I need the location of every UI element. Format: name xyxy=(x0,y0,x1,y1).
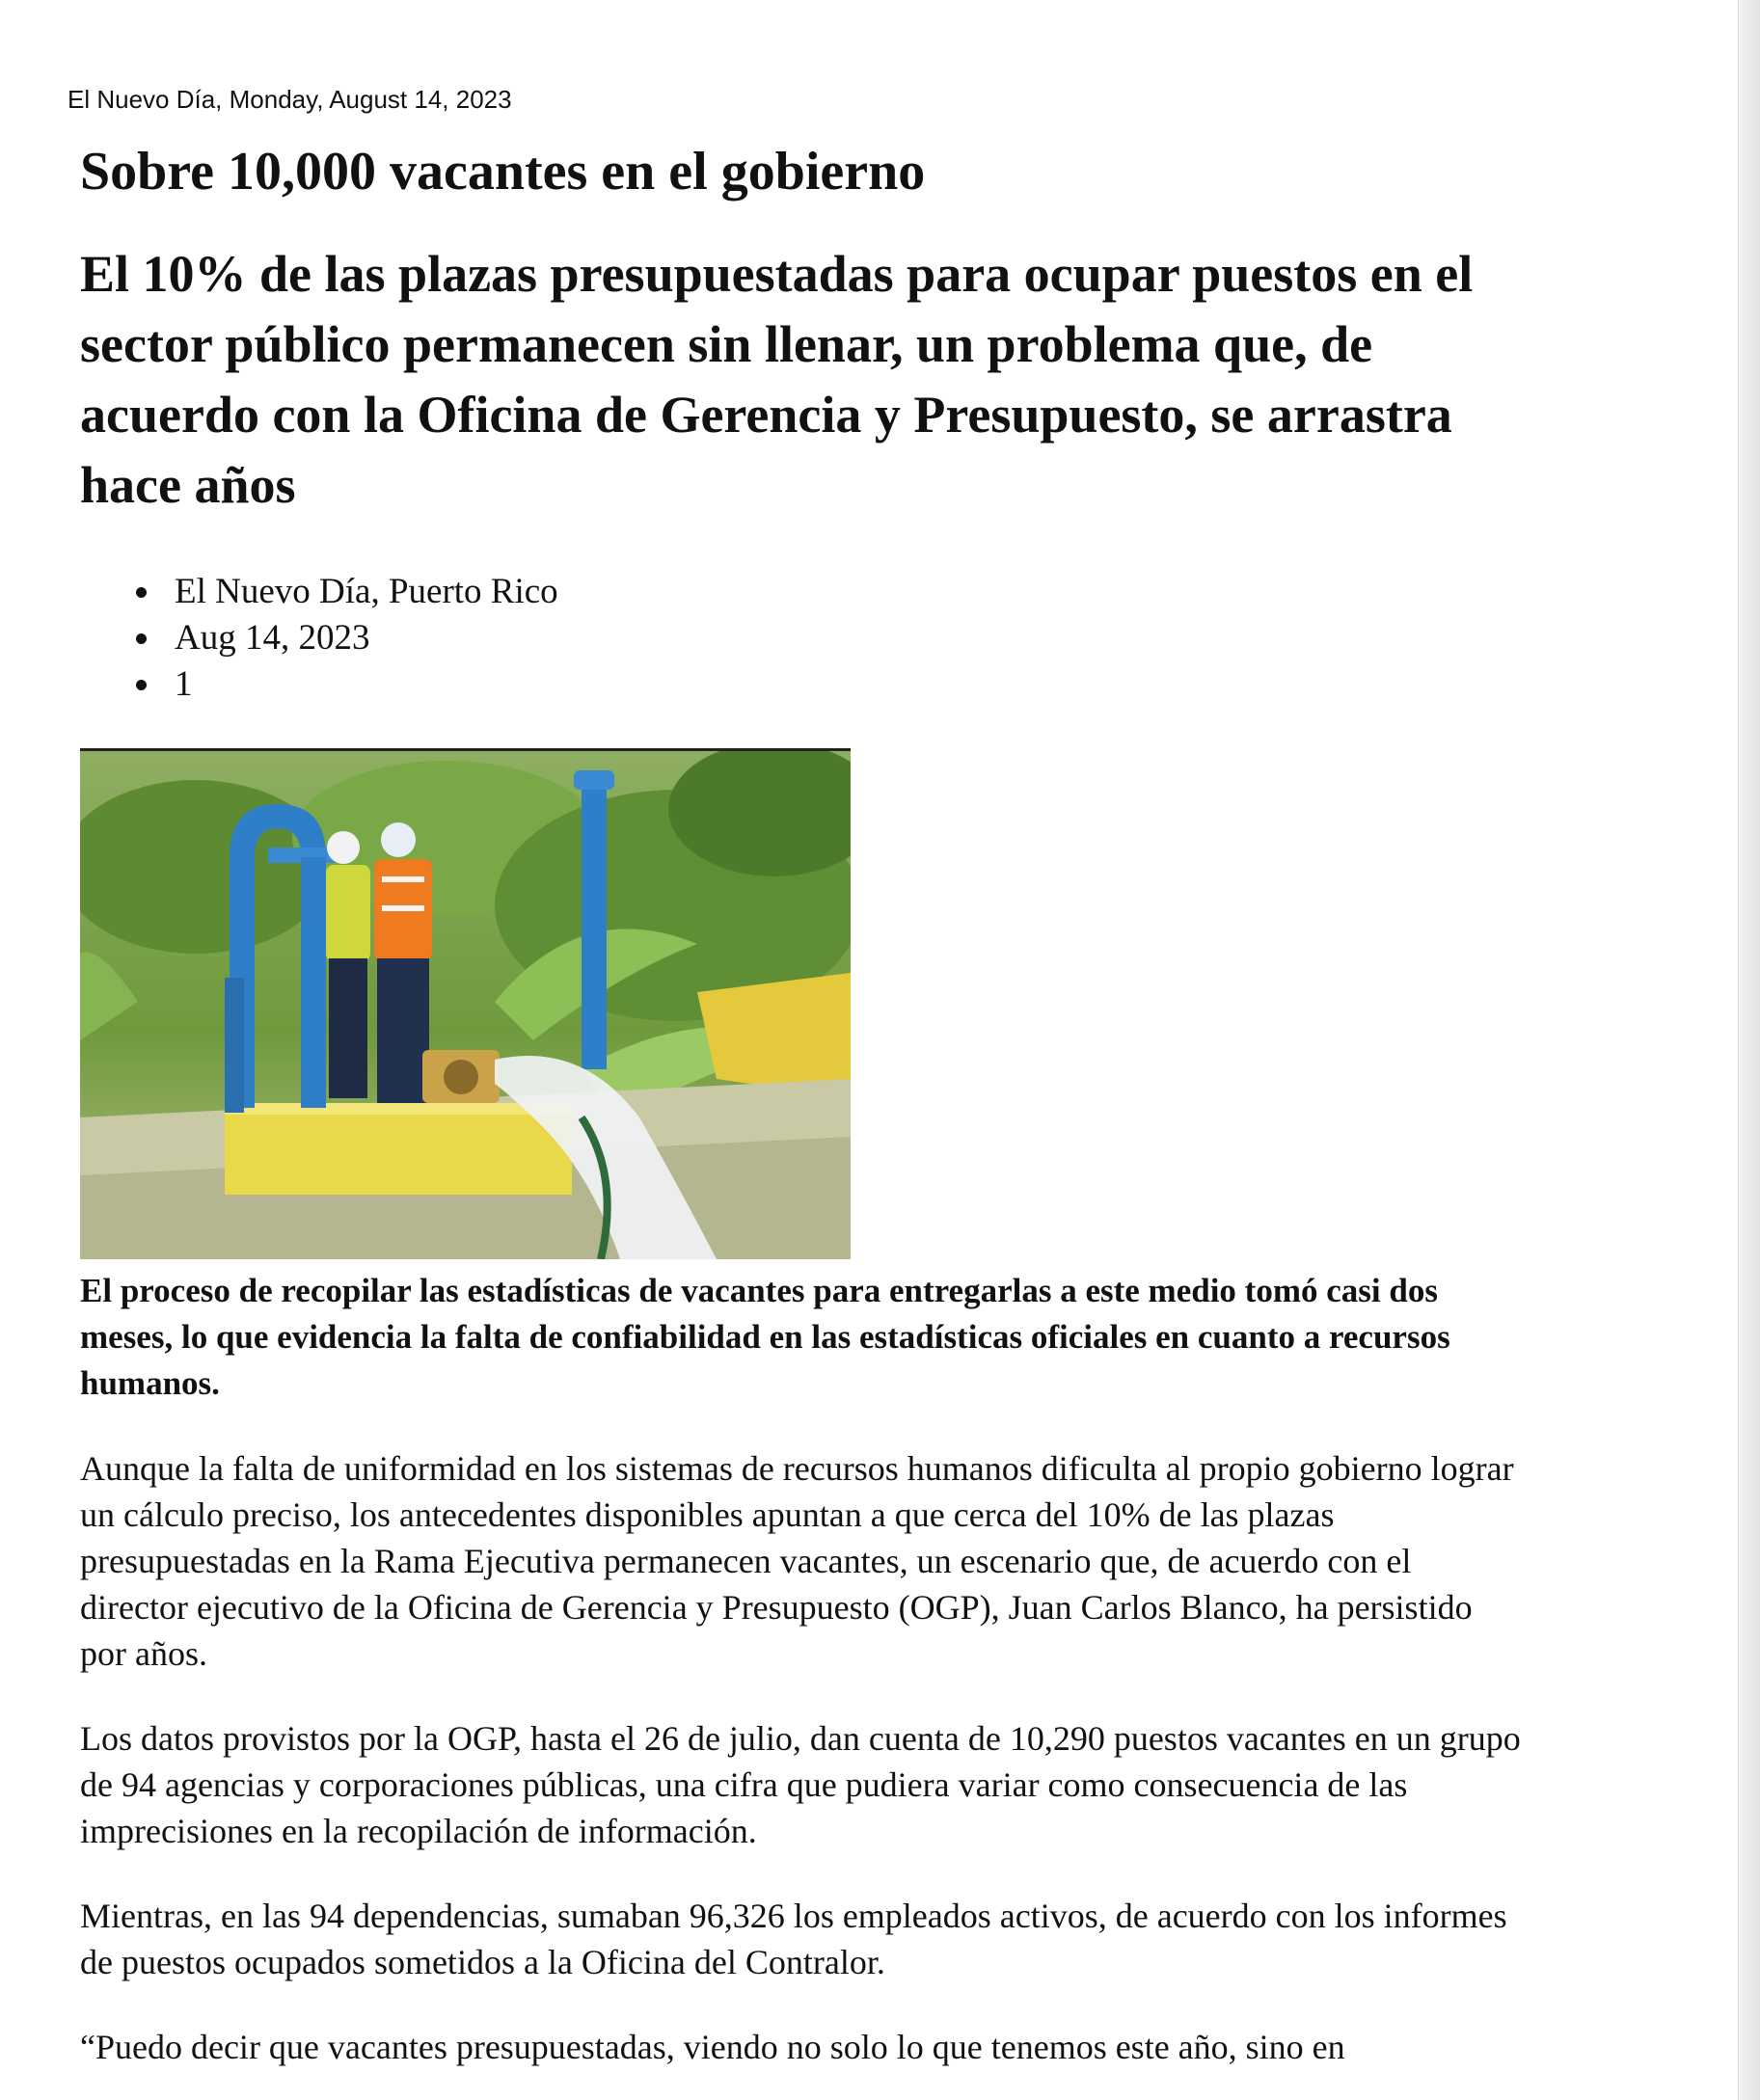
article-paragraph: Aunque la falta de uniformidad en los sistemas de recursos humanos dificulta al propio gobierno lograr un cálculo preciso, los antecedentes disponibles apuntan a que cerca del 10% de las plazas presupuestadas en la Rama Ejecutiva permanecen vacantes, un escenario que, de acuerdo con el director ejecutivo de la Oficina de Gerencia y Presupuesto (OGP), Juan Carlos Blanco, ha persistido por años. xyxy=(80,1449,1514,1673)
article-photo xyxy=(80,748,851,1262)
article xyxy=(80,135,1527,2070)
workers-at-water-pipe-photo xyxy=(80,751,851,1259)
article-lead: El proceso de recopilar las estadísticas de vacantes para entregarlas a este medio tomó casi dos meses, lo que evidencia la falta de confiabilidad en las estadísticas oficiales en cuanto a recursos humanos. xyxy=(80,1272,1450,1402)
article-paragraph: Los datos provistos por la OGP, hasta el 26 de julio, dan cuenta de 10,290 puestos vacantes en un grupo de 94 agencias y corporaciones públicas, una cifra que pudiera variar como consecuencia de las imprecisiones en la recopilación de información. xyxy=(80,1719,1521,1850)
meta-date: Aug 14, 2023 xyxy=(175,615,1527,661)
article-title: Sobre 10,000 vacantes en el gobierno xyxy=(80,142,926,202)
article-meta-list xyxy=(80,569,1527,708)
meta-source: El Nuevo Día, Puerto Rico xyxy=(175,569,1527,615)
article-paragraph: Mientras, en las 94 dependencias, sumaban 96,326 los empleados activos, de acuerdo con los informes de puestos ocupados sometidos a la Oficina del Contralor. xyxy=(80,1897,1507,1981)
article-subtitle: El 10% de las plazas presupuestadas para ocupar puestos en el sector público permanecen sin llenar, un problema que, de acuerdo con la Oficina de Gerencia y Presupuesto, se arrastra hace años xyxy=(80,245,1474,514)
window-edge xyxy=(1738,0,1760,2100)
source-dateline: El Nuevo Día, Monday, August 14, 2023 xyxy=(68,85,512,114)
meta-page: 1 xyxy=(175,661,1527,708)
article-paragraph: “Puedo decir que vacantes presupuestadas, viendo no solo lo que tenemos este año, sino en xyxy=(80,2028,1345,2066)
